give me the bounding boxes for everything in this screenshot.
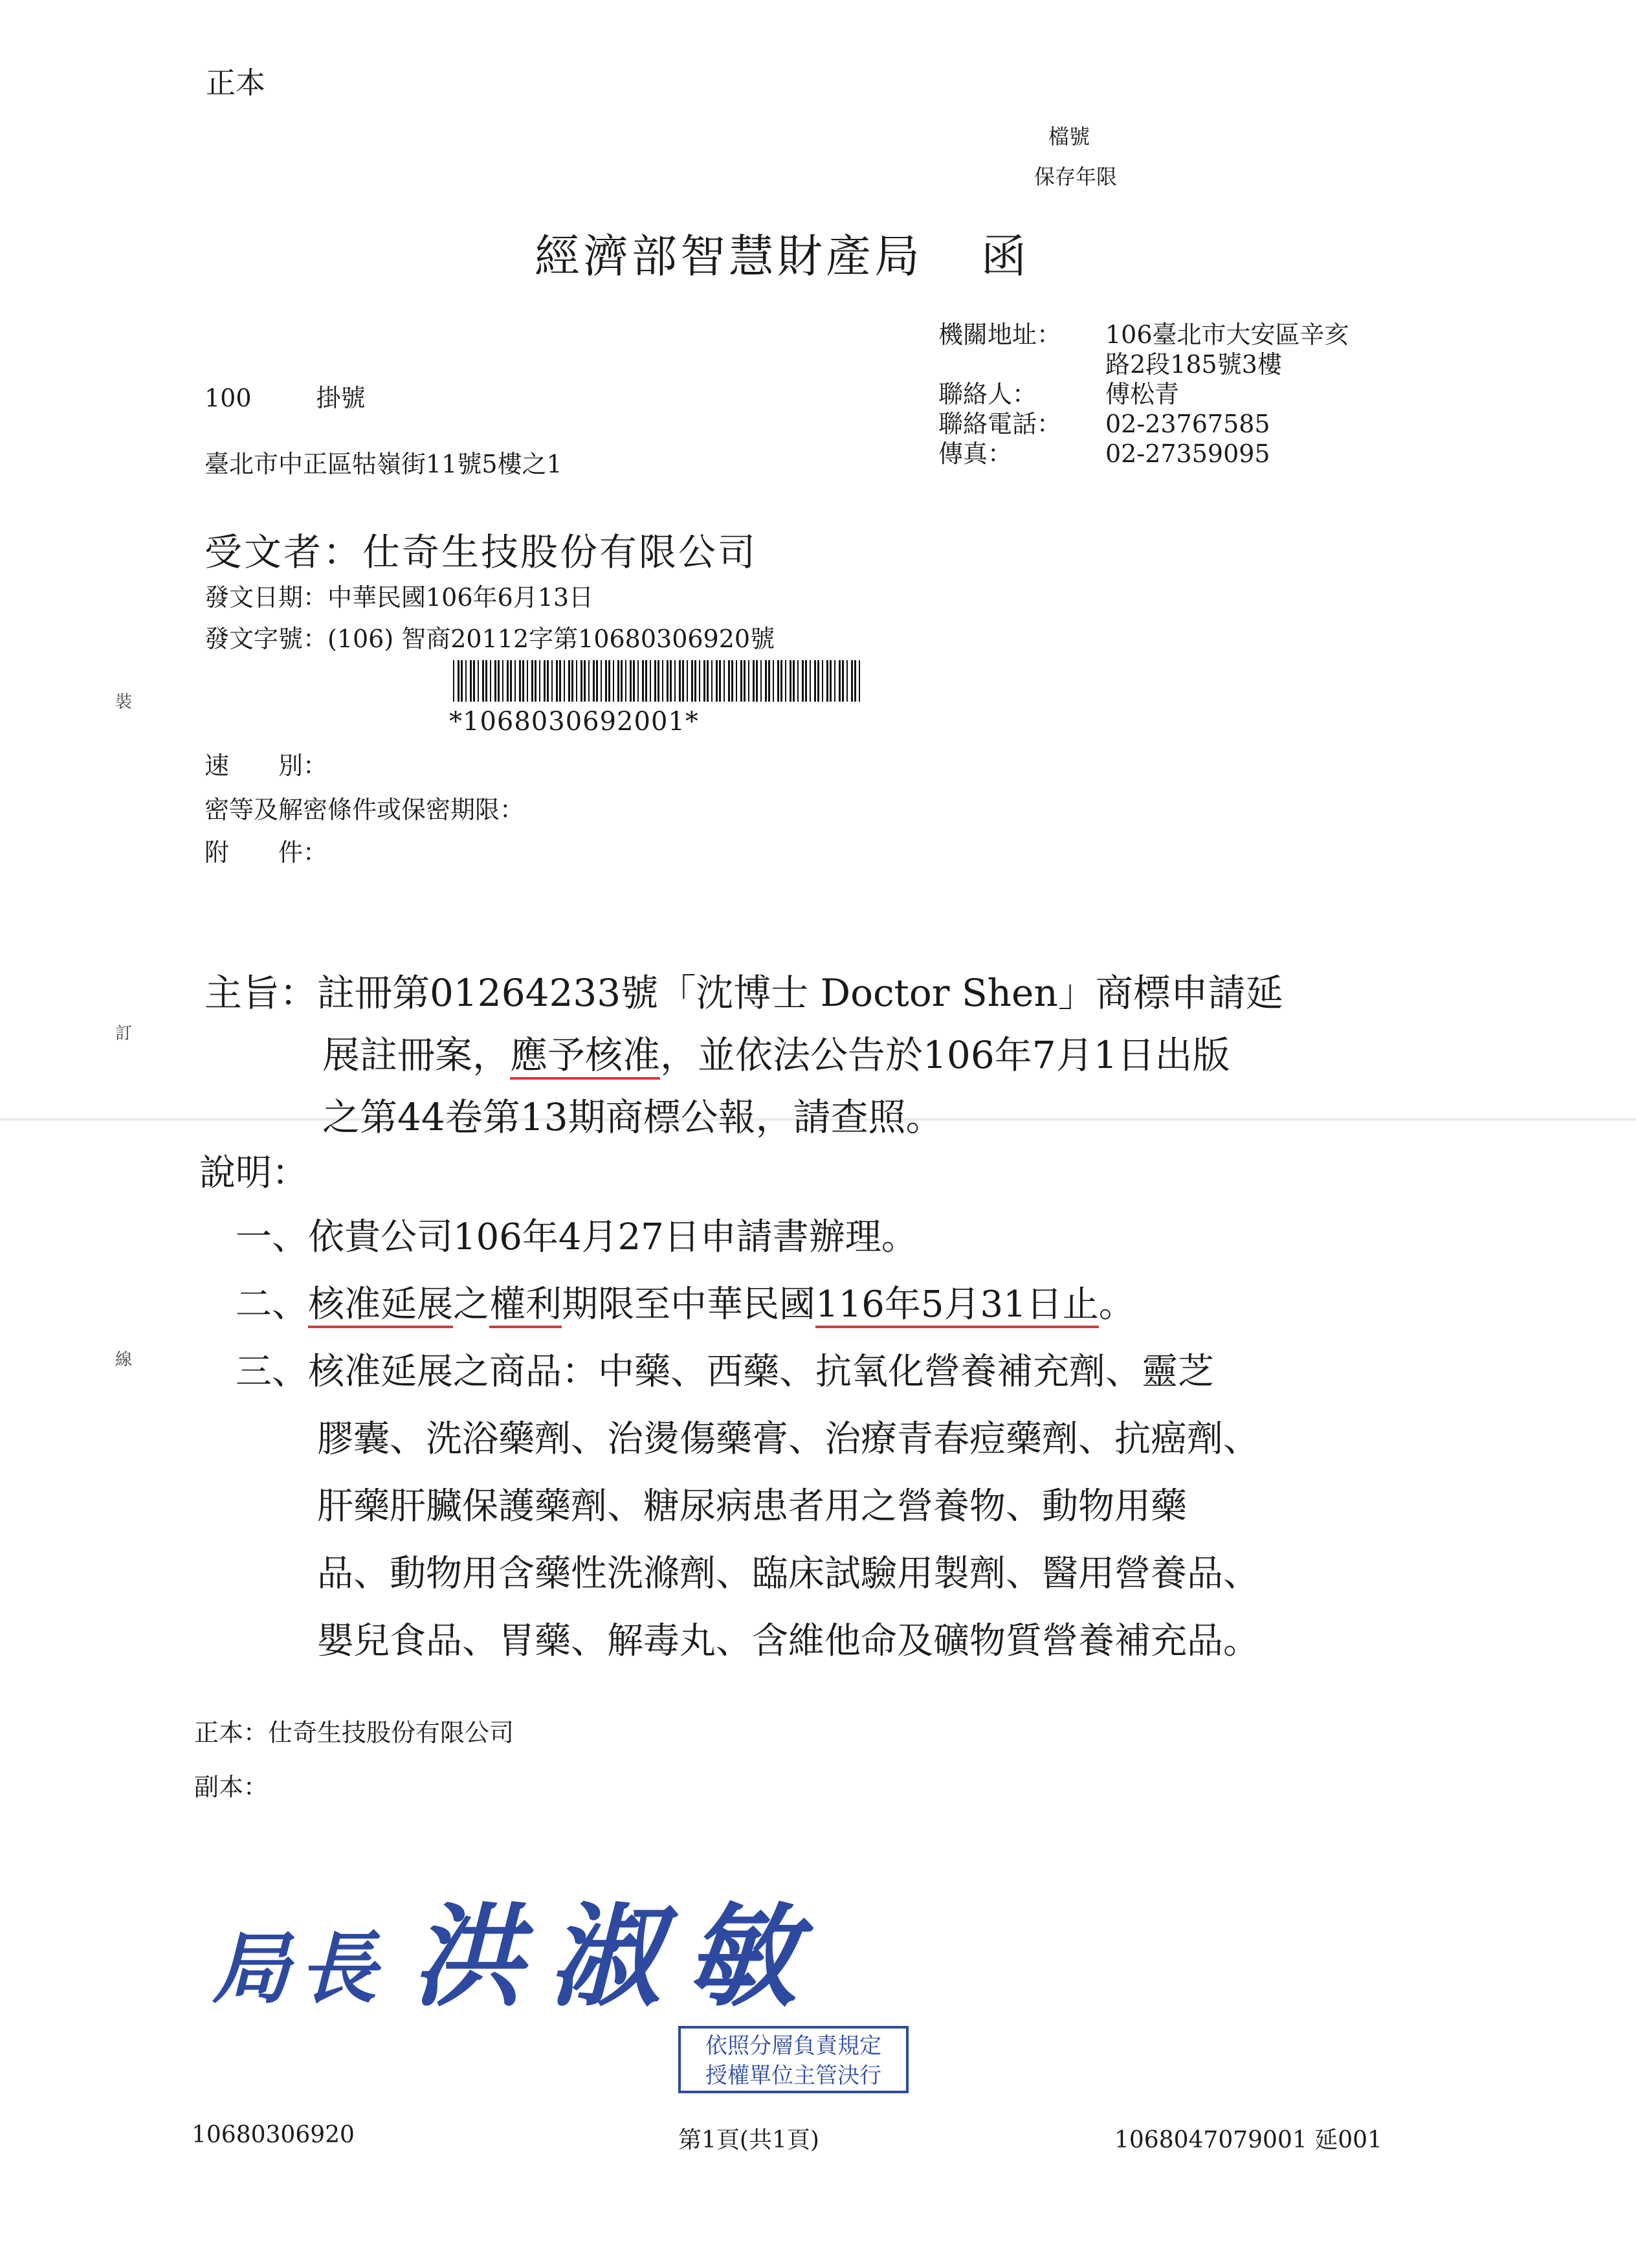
barcode-bar <box>535 660 536 702</box>
address-line2: 路2段185號3樓 <box>1105 350 1282 379</box>
barcode-bar <box>703 660 705 702</box>
barcode-bar <box>588 660 590 702</box>
subject-line2 <box>204 1024 1283 1086</box>
barcode-bar <box>753 660 755 702</box>
issue-number: 發文字號：(106) 智商20112字第10680306920號 <box>204 625 775 653</box>
barcode-bar <box>633 660 635 702</box>
barcode-bar <box>510 660 512 702</box>
barcode-bar <box>765 660 767 702</box>
margin-mark-xian: 線 <box>115 1350 133 1370</box>
barcode-bar <box>559 660 561 702</box>
barcode-bar <box>830 660 832 702</box>
barcode-bar <box>458 660 459 702</box>
postal-code: 100 <box>204 384 252 412</box>
barcode-bar <box>596 660 598 702</box>
barcode-bar <box>576 660 577 702</box>
barcode-bar <box>707 660 709 702</box>
copy-to: 副本： <box>194 1773 269 1801</box>
barcode-bar <box>527 660 528 702</box>
original-copy-to: 正本：仕奇生技股份有限公司 <box>194 1718 514 1747</box>
barcode-bar <box>793 660 795 702</box>
recipient: 受文者：仕奇生技股份有限公司 <box>204 530 758 574</box>
barcode-bar <box>768 660 770 702</box>
barcode-bar <box>851 660 853 702</box>
highlight-rights: 權利 <box>489 1284 562 1328</box>
copy-mark: 正本 <box>206 65 265 100</box>
item-three-line3: 肝藥肝臟保護藥劑、糖尿病患者用之營養物、動物用藥 <box>317 1485 1187 1528</box>
barcode-bar <box>719 660 721 702</box>
item-two-prefix: 二、 <box>236 1284 308 1326</box>
barcode-bar <box>790 660 791 702</box>
barcode-bar <box>691 660 693 702</box>
address-line1: 106臺北市大安區辛亥 <box>1105 320 1349 349</box>
subject-line1: 主旨：註冊第01264233號「沈博士 Doctor Shen」商標申請延 <box>204 971 1283 1015</box>
barcode-bar <box>777 660 779 702</box>
barcode-bar <box>785 660 786 702</box>
fax-label: 傳真： <box>938 439 1013 468</box>
file-info <box>1034 117 1117 197</box>
item-two-text: 之 <box>453 1284 489 1326</box>
barcode-bar <box>699 660 700 702</box>
barcode-bar <box>630 660 632 702</box>
barcode-bar <box>773 660 774 702</box>
retention-label: 保存年限 <box>1034 164 1118 189</box>
barcode-bar <box>650 660 651 702</box>
director-signature <box>212 1868 823 2028</box>
barcode-bar <box>854 660 856 702</box>
barcode-bar <box>498 660 500 702</box>
barcode-bar <box>716 660 718 702</box>
barcode-bar <box>842 660 844 702</box>
barcode-bar <box>539 660 540 702</box>
item-three-line2: 膠囊、洗浴藥劑、治燙傷藥膏、治療青春痘藥劑、抗癌劑、 <box>317 1418 1259 1460</box>
barcode-bar <box>605 660 607 702</box>
barcode-bar <box>473 660 475 702</box>
authorization-stamp <box>678 2026 909 2093</box>
item-three-line4: 品、動物用含藥性洗滌劑、臨床試驗用製劑、醫用營養品、 <box>317 1553 1259 1595</box>
barcode-bar <box>760 660 762 702</box>
file-number-label: 檔號 <box>1048 124 1090 149</box>
secrecy-field: 密等及解密條件或保密期限： <box>204 795 525 824</box>
barcode-bar <box>780 660 782 702</box>
barcode-bar <box>817 660 819 702</box>
item-two-text: 期限至中華民國 <box>562 1284 815 1326</box>
barcode-bar <box>478 660 479 702</box>
recipient-address: 臺北市中正區牯嶺街11號5樓之1 <box>204 450 562 478</box>
barcode-bar <box>736 660 737 702</box>
contact-block <box>938 320 1349 469</box>
highlight-approved-renewal: 核准延展 <box>308 1284 453 1328</box>
barcode-bar <box>522 660 524 702</box>
barcode-bar <box>740 660 742 702</box>
barcode-bar <box>617 660 619 702</box>
barcode-bar <box>728 660 730 702</box>
barcode-bar <box>465 660 467 702</box>
barcode-bar <box>756 660 758 702</box>
item-one: 一、依貴公司106年4月27日申請書辦理。 <box>236 1216 918 1258</box>
barcode-bar <box>662 660 663 702</box>
phone-label: 聯絡電話： <box>938 410 1062 438</box>
barcode-bar <box>846 660 848 702</box>
subject-text: 展註冊案， <box>322 1033 511 1077</box>
item-two-end: 。 <box>1098 1284 1135 1326</box>
barcode-bar <box>658 660 659 702</box>
barcode-bar <box>826 660 828 702</box>
barcode-bar <box>731 660 733 702</box>
barcode-bar <box>834 660 835 702</box>
barcode-bar <box>805 660 807 702</box>
stamp-line1: 依照分層負責規定 <box>705 2033 881 2059</box>
barcode-bar <box>810 660 811 702</box>
barcode-bar <box>551 660 553 702</box>
footer-doc-number: 10680306920 <box>192 2122 355 2148</box>
barcode-bar <box>625 660 626 702</box>
barcode-bar <box>645 660 647 702</box>
barcode-bar <box>514 660 516 702</box>
agency-name: 經濟部智慧財產局 <box>535 230 923 283</box>
barcode-bar <box>802 660 804 702</box>
barcode-bar <box>461 660 463 702</box>
barcode-bar <box>682 660 684 702</box>
barcode-bar <box>613 660 614 702</box>
barcode-bar <box>490 660 491 702</box>
barcode-bar <box>564 660 565 702</box>
barcode-bar <box>679 660 681 702</box>
item-three <box>236 1339 1259 1675</box>
barcode-bar <box>580 660 582 702</box>
barcode-bar <box>670 660 672 702</box>
document-type: 函 <box>981 230 1030 283</box>
barcode-bar <box>608 660 610 702</box>
footer-reference: 1068047079001 延001 <box>1114 2127 1382 2153</box>
barcode-bar <box>797 660 799 702</box>
stamp-line2: 授權單位主管決行 <box>705 2063 881 2089</box>
phone-value: 02-23767585 <box>1105 410 1270 438</box>
explanation-label: 說明： <box>199 1152 308 1194</box>
postal-line <box>204 378 366 414</box>
registered-mail: 掛號 <box>316 384 366 412</box>
barcode-bar <box>637 660 639 702</box>
barcode-bar <box>711 660 713 702</box>
margin-mark-ding: 訂 <box>115 1024 133 1043</box>
contact-person: 傅松青 <box>1105 380 1180 408</box>
barcode-bar <box>674 660 676 702</box>
barcode-bar <box>667 660 669 702</box>
barcode-bar <box>839 660 841 702</box>
margin-mark-zhuang: 裝 <box>115 693 133 712</box>
item-three-line1: 三、核准延展之商品：中藥、西藥、抗氧化營養補充劑、靈芝 <box>236 1351 1214 1393</box>
barcode <box>453 660 865 702</box>
barcode-bar <box>507 660 509 702</box>
attachment-field: 附 件： <box>204 838 328 867</box>
barcode-bar <box>748 660 749 702</box>
highlight-expiry-date: 116年5月31日止 <box>815 1284 1099 1328</box>
barcode-bar <box>814 660 816 702</box>
barcode-bar <box>519 660 521 702</box>
issue-date: 發文日期：中華民國106年6月13日 <box>204 583 594 612</box>
subject-line3: 之第44卷第13期商標公報，請查照。 <box>322 1095 944 1139</box>
barcode-bar <box>571 660 573 702</box>
barcode-bar <box>694 660 696 702</box>
barcode-bar <box>544 660 546 702</box>
barcode-bar <box>687 660 688 702</box>
document-title <box>535 220 1030 285</box>
barcode-text: *1068030692001* <box>449 707 699 737</box>
address-label: 機關地址： <box>938 320 1062 349</box>
barcode-bar <box>485 660 487 702</box>
item-three-line5: 嬰兒食品、胃藥、解毒丸、含維他命及礦物質營養補充品。 <box>317 1620 1259 1662</box>
barcode-bar <box>621 660 623 702</box>
barcode-bar <box>531 660 533 702</box>
barcode-bar <box>470 660 472 702</box>
barcode-bar <box>568 660 570 702</box>
footer-page-number: 第1頁(共1頁) <box>678 2127 819 2153</box>
barcode-bar <box>744 660 746 702</box>
director-name: 洪淑敏 <box>412 1891 823 2022</box>
director-title: 局長 <box>212 1923 386 2014</box>
barcode-bar <box>556 660 558 702</box>
barcode-bar <box>482 660 484 702</box>
barcode-bar <box>822 660 823 702</box>
barcode-bar <box>593 660 595 702</box>
barcode-bar <box>724 660 725 702</box>
barcode-bar <box>654 660 656 702</box>
item-two <box>236 1271 1135 1339</box>
barcode-bar <box>494 660 496 702</box>
barcode-bar <box>601 660 602 702</box>
fax-value: 02-27359095 <box>1105 439 1270 468</box>
approval-highlight: 應予核准 <box>510 1033 660 1080</box>
barcode-bar <box>502 660 503 702</box>
subject-block <box>204 962 1283 1148</box>
barcode-bar <box>547 660 549 702</box>
barcode-bar <box>584 660 586 702</box>
barcode-bar <box>642 660 644 702</box>
contact-person-label: 聯絡人： <box>938 380 1037 408</box>
barcode-bar <box>453 660 454 702</box>
barcode-bar <box>859 660 860 702</box>
speed-field: 速 別： <box>204 751 328 780</box>
subject-text: ，並依法公告於106年7月1日出版 <box>660 1033 1230 1077</box>
